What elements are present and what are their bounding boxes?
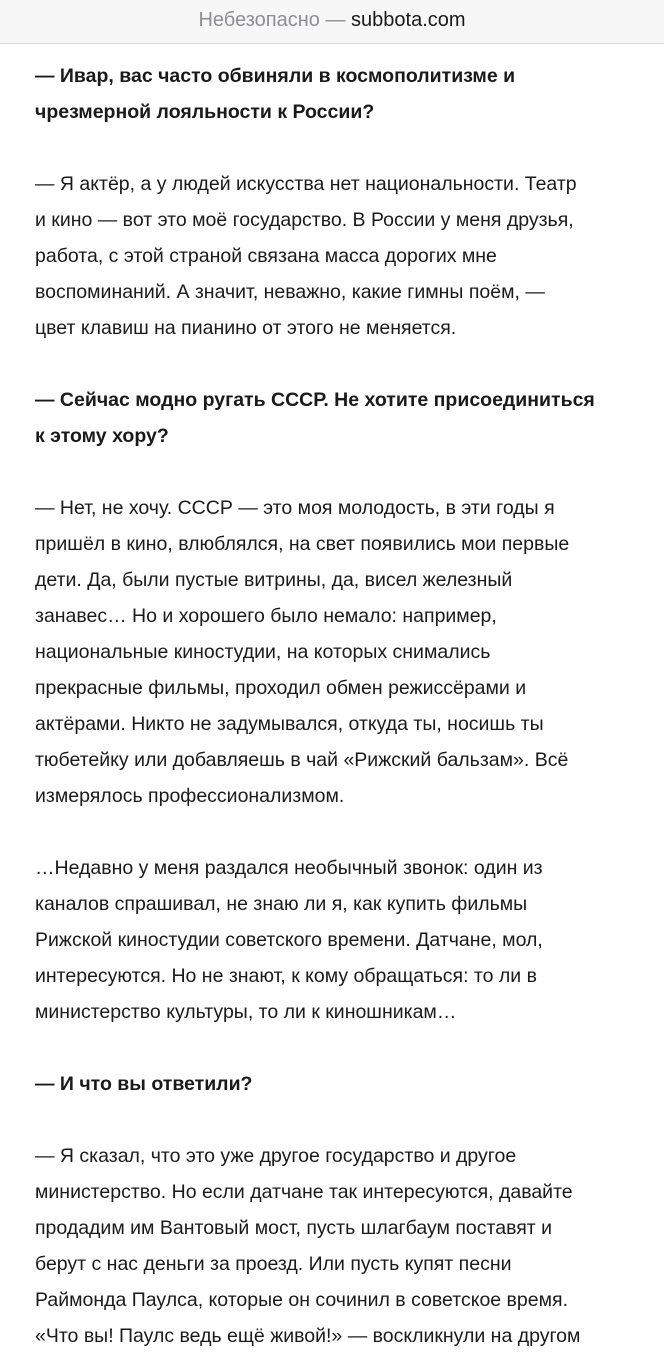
- text-line: воспоминаний. А значит, неважно, какие гимны поём, —: [35, 281, 545, 303]
- text-line: министерство. Но если датчане так интересуются, давайте: [35, 1181, 573, 1203]
- text-line: и кино — вот это моё государство. В России у меня друзья,: [35, 209, 574, 231]
- text-line: …Недавно у меня раздался необычный звонок: один из: [35, 857, 543, 879]
- text-line: каналов спрашивал, не знаю ли я, как купить фильмы: [35, 893, 528, 915]
- text-line: работа, с этой страной связана масса дорогих мне: [35, 245, 497, 267]
- text-line: тюбетейку или добавляешь в чай «Рижский бальзам». Всё: [35, 749, 569, 771]
- address-separator: —: [325, 9, 346, 31]
- text-line: — Нет, не хочу. СССР — это моя молодость, в эти годы я: [35, 497, 555, 519]
- interview-answer: [35, 166, 635, 346]
- address-bar[interactable]: [0, 0, 664, 44]
- text-line: Рижской киностудии советского времени. Датчане, мол,: [35, 929, 543, 951]
- text-line: цвет клавиш на пианино от этого не меняется.: [35, 317, 457, 339]
- text-line: национальные киностудии, на которых снимались: [35, 641, 491, 663]
- interview-question: [35, 382, 635, 454]
- text-line: — Сейчас модно ругать СССР. Не хотите присоединиться: [35, 389, 595, 411]
- interview-question: [35, 1066, 635, 1102]
- security-status: Небезопасно: [198, 9, 320, 31]
- interview-answer: [35, 1138, 635, 1354]
- text-line: — И что вы ответили?: [35, 1073, 253, 1095]
- text-line: чрезмерной лояльности к России?: [35, 101, 375, 123]
- text-line: «Что вы! Паулс ведь ещё живой!» — воскликнули на другом: [35, 1325, 581, 1347]
- text-line: продадим им Вантовый мост, пусть шлагбаум поставят и: [35, 1217, 553, 1239]
- text-line: — Ивар, вас часто обвиняли в космополитизме и: [35, 65, 516, 87]
- text-line: дети. Да, были пустые витрины, да, висел железный: [35, 569, 513, 591]
- text-line: измерялось профессионализмом.: [35, 785, 345, 807]
- text-line: пришёл в кино, влюблялся, на свет появились мои первые: [35, 533, 570, 555]
- text-line: занавес… Но и хорошего было немало: например,: [35, 605, 497, 627]
- text-line: к этому хору?: [35, 425, 169, 447]
- text-line: интересуются. Но не знают, к кому обращаться: то ли в: [35, 965, 537, 987]
- interview-answer: [35, 850, 635, 1030]
- site-domain: subbota.com: [351, 9, 466, 31]
- text-line: — Я сказал, что это уже другое государство и другое: [35, 1145, 517, 1167]
- text-line: министерство культуры, то ли к киношникам…: [35, 1001, 457, 1023]
- interview-question: [35, 58, 635, 130]
- interview-answer: [35, 490, 635, 814]
- article-body: [35, 58, 635, 1354]
- text-line: актёрами. Никто не задумывался, откуда ты, носишь ты: [35, 713, 544, 735]
- text-line: прекрасные фильмы, проходил обмен режиссёрами и: [35, 677, 527, 699]
- text-line: — Я актёр, а у людей искусства нет национальности. Театр: [35, 173, 577, 195]
- text-line: берут с нас деньги за проезд. Или пусть купят песни: [35, 1253, 512, 1275]
- text-line: Раймонда Паулса, которые он сочинил в советское время.: [35, 1289, 568, 1311]
